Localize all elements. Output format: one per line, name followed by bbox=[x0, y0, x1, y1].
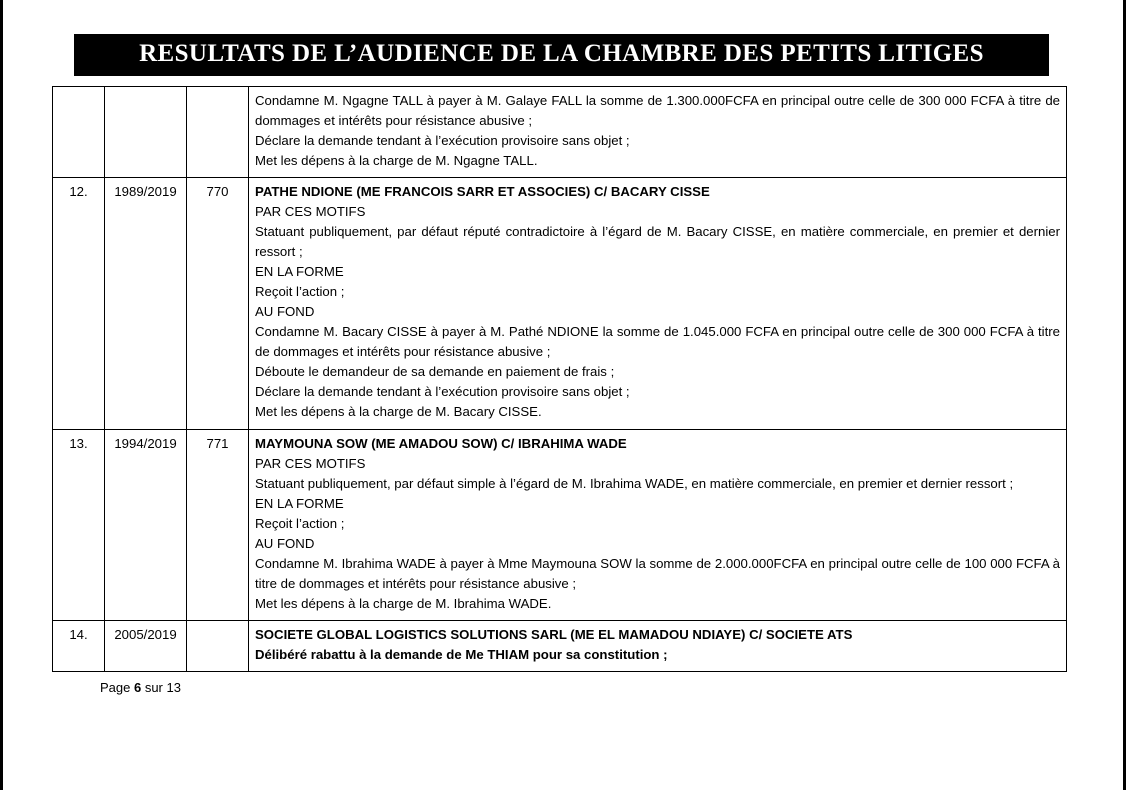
table-row bbox=[53, 429, 1067, 621]
body-line: EN LA FORME bbox=[255, 264, 344, 279]
body-line: Condamne M. Bacary CISSE à payer à M. Pathé NDIONE la somme de 1.045.000 FCFA en principal outre celle de 300 000 FCFA à titre de dommages et intérêts pour résistance abusive ; bbox=[255, 324, 1060, 360]
body-line: Reçoit l’action ; bbox=[255, 284, 345, 300]
row-reference bbox=[105, 86, 187, 177]
row-reference: 1994/2019 bbox=[105, 429, 187, 621]
body-line: Déclare la demande tendant à l’exécution provisoire sans objet ; bbox=[255, 132, 630, 148]
row-body bbox=[249, 621, 1067, 672]
row-body bbox=[249, 429, 1067, 621]
body-line: Reçoit l’action ; bbox=[255, 515, 345, 531]
row-body bbox=[249, 86, 1067, 177]
table-row bbox=[53, 621, 1067, 672]
row-number bbox=[53, 86, 105, 177]
results-table bbox=[52, 86, 1067, 673]
page-border-left bbox=[0, 0, 3, 790]
row-decision-number bbox=[187, 86, 249, 177]
body-line: Statuant publiquement, par défaut réputé contradictoire à l’égard de M. Bacary CISSE, en matière commerciale, en premier et dernier ressort ; bbox=[255, 223, 1060, 259]
body-line: Met les dépens à la charge de M. Ngagne TALL. bbox=[255, 152, 538, 168]
body-line: Condamne M. Ngagne TALL à payer à M. Galaye FALL la somme de 1.300.000FCFA en principal outre celle de 300 000 FCFA à titre de dommages et intérêts pour résistance abusive ; bbox=[255, 92, 1060, 128]
body-line: AU FOND bbox=[255, 535, 315, 551]
row-decision-number: 771 bbox=[187, 429, 249, 621]
row-reference: 1989/2019 bbox=[105, 177, 187, 429]
row-reference: 2005/2019 bbox=[105, 621, 187, 672]
row-number: 12. bbox=[53, 177, 105, 429]
case-heading: PATHE NDIONE (ME FRANCOIS SARR ET ASSOCIES) C/ BACARY CISSE bbox=[255, 183, 710, 199]
body-line: PAR CES MOTIFS bbox=[255, 203, 366, 219]
row-body bbox=[249, 177, 1067, 429]
body-line: Délibéré rabattu à la demande de Me THIAM pour sa constitution ; bbox=[255, 647, 668, 663]
footer-total-pages: 13 bbox=[166, 680, 181, 696]
body-line: Statuant publiquement, par défaut simple à l’égard de M. Ibrahima WADE, en matière commerciale, en premier et dernier ressort ; bbox=[255, 475, 1014, 491]
body-line: Met les dépens à la charge de M. Ibrahima WADE. bbox=[255, 596, 552, 611]
body-line: AU FOND bbox=[255, 304, 315, 320]
page-content bbox=[52, 0, 1074, 695]
page-footer bbox=[100, 680, 1074, 695]
row-number: 13. bbox=[53, 429, 105, 621]
body-line: Déclare la demande tendant à l’exécution provisoire sans objet ; bbox=[255, 384, 630, 400]
row-number: 14. bbox=[53, 621, 105, 672]
row-decision-number: 770 bbox=[187, 177, 249, 429]
page-title: RESULTATS DE L’AUDIENCE DE LA CHAMBRE DES PETITS LITIGES bbox=[74, 34, 1049, 76]
case-heading: MAYMOUNA SOW (ME AMADOU SOW) C/ IBRAHIMA WADE bbox=[255, 435, 627, 451]
body-line: PAR CES MOTIFS bbox=[255, 455, 366, 471]
case-heading: SOCIETE GLOBAL LOGISTICS SOLUTIONS SARL (ME EL MAMADOU NDIAYE) C/ SOCIETE ATS bbox=[255, 627, 853, 643]
row-decision-number bbox=[187, 621, 249, 672]
body-line: EN LA FORME bbox=[255, 495, 344, 511]
body-line: Déboute le demandeur de sa demande en paiement de frais ; bbox=[255, 364, 615, 380]
footer-prefix: Page bbox=[100, 680, 134, 696]
footer-page-number: 6 bbox=[133, 680, 142, 696]
footer-middle: sur bbox=[141, 680, 167, 696]
table-row bbox=[53, 86, 1067, 177]
table-row bbox=[53, 177, 1067, 429]
body-line: Condamne M. Ibrahima WADE à payer à Mme Maymouna SOW la somme de 2.000.000FCFA en principal outre celle de 100 000 FCFA à titre de dommages et intérêts pour résistance abusive ; bbox=[255, 555, 1060, 591]
body-line: Met les dépens à la charge de M. Bacary CISSE. bbox=[255, 404, 542, 420]
